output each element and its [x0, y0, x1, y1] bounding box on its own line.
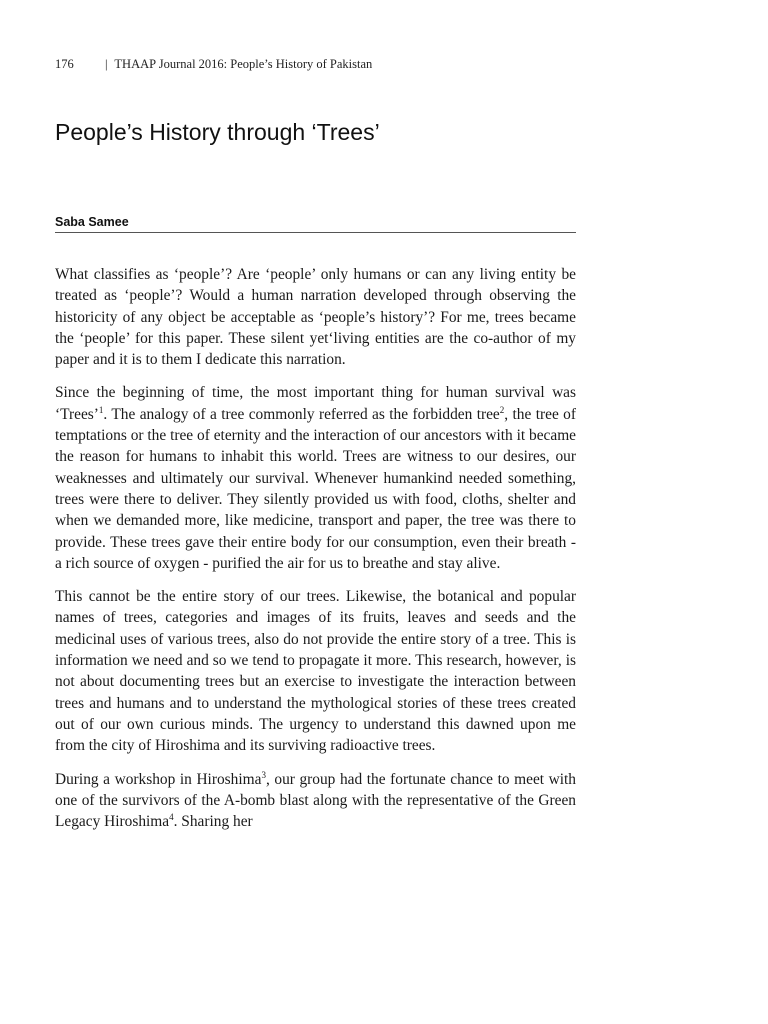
paragraph-3: This cannot be the entire story of our trees. Likewise, the botanical and popular names of trees, categories and images of its fruits, leaves and seeds and the medicinal uses of various trees, also do not provide the entire story of a tree. This is information we need and so we tend to propagate it more. This research, however, is not about documenting trees but an exercise to investigate the interaction between trees and humans and to understand the mythological stories of these trees created out of our own curious minds. The urgency to understand this dawned upon me from the city of Hiroshima and its surviving radioactive trees. — [55, 588, 576, 755]
paragraph-4-text-b: , our group had the fortunate chance to meet with one of the survivors of the A-bomb blast along with the representative of the Green Legacy Hiroshima — [55, 770, 576, 831]
article-title: People’s History through ‘Trees’ — [55, 119, 380, 145]
running-header — [55, 57, 372, 72]
paragraph-2-text-c: , the tree of temptations or the tree of eternity and the interaction of our ancestors with it became the reason for humans to inhabit this world. Trees are witness to our desires, our weaknesses and ultimately our survival. Whenever humankind needed something, trees were there to deliver. They silently provided us with food, cloths, shelter and when we demanded more, like medicine, transport and paper, the tree was there to provide. These trees gave their entire body for our consumption, even their breath - a rich source of oxygen - purified the air for us to breathe and stay alive. — [55, 405, 577, 572]
page-number: 176 — [55, 57, 74, 71]
author-name: Saba Samee — [55, 215, 576, 233]
paragraph-2-text-a: Since the beginning of time, the most important thing for human survival was ‘Trees’ — [55, 384, 576, 423]
journal-name: THAAP Journal 2016: People’s History of Pakistan — [114, 57, 373, 71]
footnote-ref-1[interactable]: 1 — [98, 404, 104, 415]
footnote-ref-3[interactable]: 3 — [261, 769, 266, 780]
article-body — [55, 264, 576, 844]
paragraph-1: What classifies as ‘people’? Are ‘people’ only humans or can any living entity be treated as ‘people’? Would a human narration developed through observing the historicity of any object be acceptable as ‘people’s history’? For me, trees became the ‘people’ for this paper. These silent yet‘living entities are the co-author of my paper and it is to them I dedicate this narration. — [55, 266, 576, 369]
header-separator: | — [105, 57, 108, 71]
footnote-ref-2[interactable]: 2 — [499, 404, 505, 415]
paragraph-2 — [55, 382, 576, 574]
paragraph-4-text-a: During a workshop in Hiroshima — [55, 770, 262, 788]
footnote-ref-4[interactable]: 4 — [169, 812, 174, 822]
paragraph-4 — [55, 769, 576, 833]
paragraph-4-text-c: . Sharing her — [173, 813, 253, 831]
paragraph-2-text-b: . The analogy of a tree commonly referred as the forbidden tree — [103, 405, 500, 423]
